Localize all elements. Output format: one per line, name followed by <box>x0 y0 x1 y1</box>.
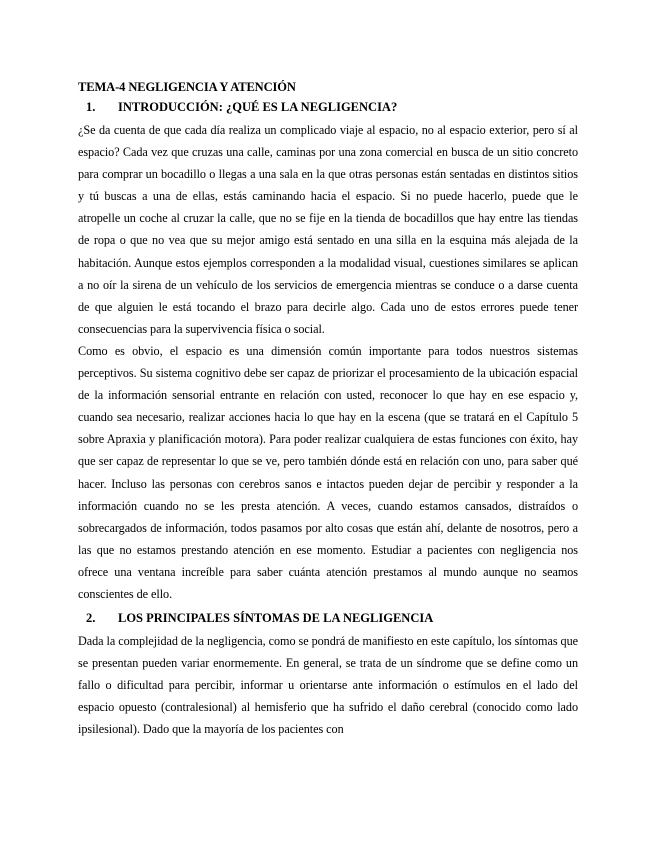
section-heading <box>78 98 578 116</box>
section-number: 2. <box>86 611 96 626</box>
section-heading-text: INTRODUCCIÓN: ¿QUÉ ES LA NEGLIGENCIA? <box>118 100 398 114</box>
section-heading <box>78 609 578 627</box>
document-title: TEMA-4 NEGLIGENCIA Y ATENCIÓN <box>78 80 296 94</box>
section-heading-text: LOS PRINCIPALES SÍNTOMAS DE LA NEGLIGENCIA <box>118 611 434 626</box>
document-page <box>78 78 578 741</box>
paragraph: ¿Se da cuenta de que cada día realiza un complicado viaje al espacio, no al espacio exterior, pero sí al espacio? Cada vez que cruzas una calle, caminas por una zona comercial en busca de un sitio concreto para comprar un bocadillo o llegas a una sala en la que otras personas están sentadas en distintos sitios y tú buscas a una de ellas, estás caminando hacia el espacio. Si no puede hacerlo, puede que le atropelle un coche al cruzar la calle, que no se fije en la tienda de bocadillos que hay entre las tiendas de ropa o que no vea que su mejor amigo está sentado en una silla en la esquina más alejada de la habitación. Aunque estos ejemplos corresponden a la modalidad visual, cuestiones similares se aplican a no oír la sirena de un vehículo de los servicios de emergencia mientras se conduce o a darse cuenta de que alguien le está tocando el brazo para decirle algo. Cada uno de estos errores puede tener consecuencias para la supervivencia física o social. <box>78 123 578 336</box>
paragraph: Como es obvio, el espacio es una dimensión común importante para todos nuestros sistemas perceptivos. Su sistema cognitivo debe ser capaz de priorizar el procesamiento de la ubicación espacial de la información sensorial entrante en relación con usted, reconocer lo que hay en ese espacio y, cuando sea necesario, realizar acciones hacia lo que hay en la escena (que se tratará en el Capítulo 5 sobre Apraxia y planificación motora). Para poder realizar cualquiera de estas funciones con éxito, hay que ser capaz de representar lo que se ve, pero también dónde está en relación con uno, para saber qué hacer. Incluso las personas con cerebros sanos e intactos pueden dejar de percibir y responder a la información cuando no se les presta atención. A veces, cuando estamos cansados, distraídos o sobrecargados de información, todos pasamos por alto cosas que están ahí, delante de nosotros, pero a las que no estamos prestando atención en ese momento. Estudiar a pacientes con negligencia nos ofrece una ventana increíble para saber cuánta atención prestamos al mundo aunque no seamos conscientes de ello. <box>78 343 578 601</box>
section-sintomas <box>78 609 578 740</box>
section-number: 1. <box>86 100 96 114</box>
section-introduccion <box>78 98 578 605</box>
paragraph: Dada la complejidad de la negligencia, como se pondrá de manifiesto en este capítulo, los síntomas que se presentan pueden variar enormemente. En general, se trata de un síndrome que se define como un fallo o dificultad para percibir, informar u orientarse ante información o estímulos en el lado del espacio opuesto (contralesional) al hemisferio que ha sufrido el daño cerebral (conocido como lado ipsilesional). Dado que la mayoría de los pacientes con <box>78 634 578 737</box>
